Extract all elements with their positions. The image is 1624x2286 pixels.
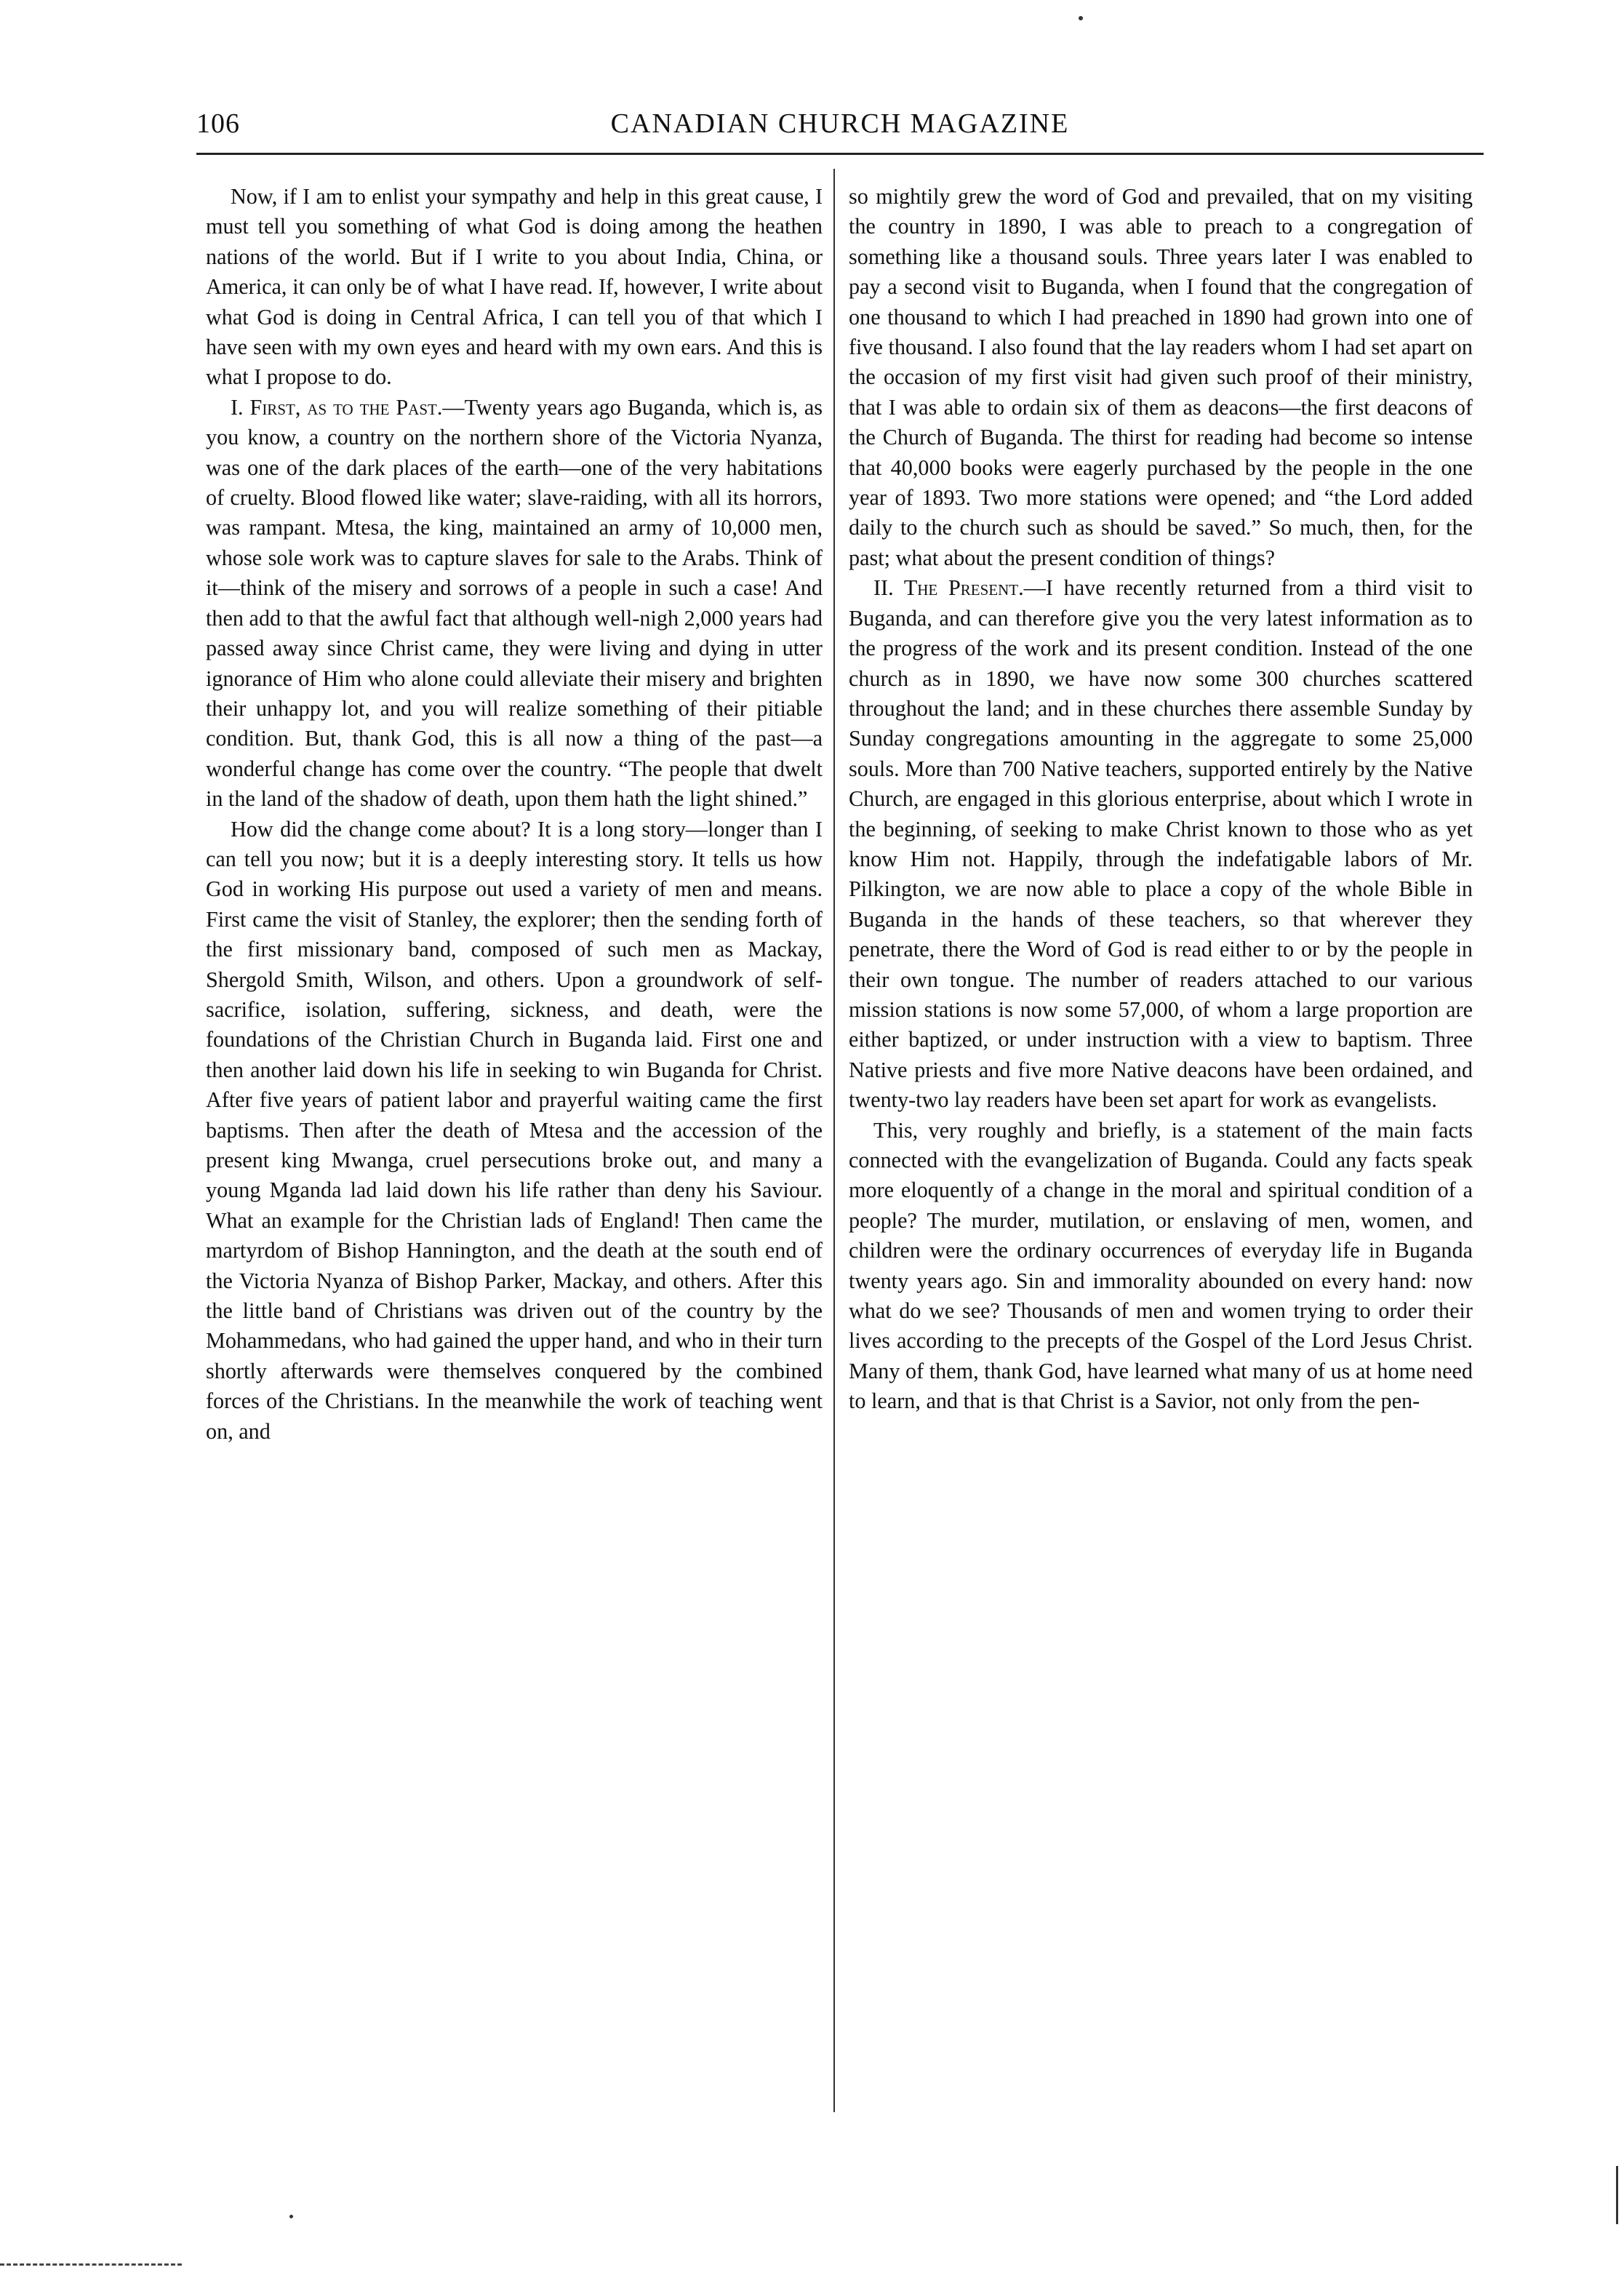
paragraph-present (849, 573, 1473, 1115)
scan-speck (1079, 16, 1083, 20)
paragraph-introduction: Now, if I am to enlist your sympathy and help in this great cause, I must tell you something of what God is doing among the heathen nations of the world. But if I write to you about India, China, or America, it can only be of what I have read. If, however, I write about what God is doing in Central Africa, I can tell you of that which I have seen with my own eyes and heard with my own ears. And this is what I propose to do. (206, 184, 823, 390)
section-heading-present: II. The Present. (873, 575, 1024, 601)
scan-speck (289, 2215, 293, 2218)
header-rule (196, 153, 1484, 155)
running-title: CANADIAN CHURCH MAGAZINE (610, 108, 1070, 139)
paragraph-past (206, 393, 823, 815)
left-column (206, 182, 823, 1447)
paragraph-continued: so mightily grew the word of God and prevailed, that on my visiting the country in 1890, I was able to preach to a congregation of something like a thousand souls. Three years later I was enabled to pay a second visit to Buganda, when I found that the congregation of one thousand to which I had preached in 1890 had grown into one of five thousand. I also found that the lay readers whom I had set apart on the occasion of my first visit had given such proof of their ministry, that I was able to ordain six of them as deacons—the first deacons of the Church of Buganda. The thirst for reading had become so intense that 40,000 books were eagerly purchased by the people in the one year of 1893. Two more stations were opened; and “the Lord added daily to the church such as should be saved.” So much, then, for the past; what about the present condition of things? (849, 184, 1473, 570)
page-header (196, 108, 1484, 151)
section-heading-past: I. First, as to the Past. (231, 394, 443, 420)
right-column (849, 182, 1473, 1417)
scan-edge-mark (0, 2263, 182, 2266)
paragraph-present-body: —I have recently returned from a third visit to Buganda, and can therefore give you the very latest information as to the progress of the work and its present condition. Instead of the one church as in 1890, we have now some 300 churches scattered throughout the land; and in these churches there assemble Sunday by Sunday congregations amounting in the aggregate to some 25,000 souls. More than 700 Native teachers, supported entirely by the Native Church, are engaged in this glorious enterprise, about which I wrote in the beginning, of seeking to make Christ known to those who as yet know Him not. Happily, through the indefatigable labors of Mr. Pilkington, we are now able to place a copy of the whole Bible in Buganda in the hands of these teachers, so that wherever they penetrate, there the Word of God is read either to or by the people in their own tongue. The number of readers attached to our various mission stations is now some 57,000, of whom a large proportion are either baptized, or under instruction with a view to baptism. Three Native priests and five more Native deacons have been ordained, and twenty-two lay readers have been set apart for work as evangelists. (849, 575, 1473, 1113)
paragraph-summary: This, very roughly and briefly, is a statement of the main facts connected with the evangelization of Buganda. Could any facts speak more eloquently of a change in the moral and spiritual condition of a people? The murder, mutilation, or enslaving of men, women, and children were the ordinary occurrences of everyday life in Buganda twenty years ago. Sin and immorality abounded on every hand: now what do we see? Thousands of men and women trying to order their lives according to the precepts of the Gospel of the Lord Jesus Christ. Many of them, thank God, have learned what many of us at home need to learn, and that is that Christ is a Savior, not only from the pen- (849, 1117, 1473, 1414)
page-number: 106 (196, 108, 240, 139)
scan-edge-mark (1616, 2166, 1618, 2224)
paragraph-change: How did the change come about? It is a long story—longer than I can tell you now; but it is a deeply interesting story. It tells us how God in working His purpose out used a variety of men and means. First came the visit of Stanley, the explorer; then the sending forth of the first missionary band, composed of such men as Mackay, Shergold Smith, Wilson, and others. Upon a groundwork of self-sacrifice, isolation, suffering, sickness, and death, were the foundations of the Christian Church in Buganda laid. First one and then another laid down his life in seeking to win Buganda for Christ. After five years of patient labor and prayerful waiting came the first baptisms. Then after the death of Mtesa and the accession of the present king Mwanga, cruel persecutions broke out, and many a young Mganda lad laid down his life rather than deny his Saviour. What an example for the Christian lads of England! Then came the martyrdom of Bishop Hannington, and the death at the south end of the Victoria Nyanza of Bishop Parker, Mackay, and others. After this the little band of Christians was driven out of the country by the Mohammedans, who had gained the upper hand, and who in their turn shortly afterwards were themselves conquered by the combined forces of the Christians. In the meanwhile the work of teaching went on, and (206, 816, 823, 1444)
column-divider (833, 169, 835, 2112)
paragraph-past-body: —Twenty years ago Buganda, which is, as you know, a country on the northern shore of the Victoria Nyanza, was one of the dark places of the earth—one of the very habitations of cruelty. Blood flowed like water; slave-raiding, with all its horrors, was rampant. Mtesa, the king, maintained an army of 10,000 men, whose sole work was to capture slaves for sale to the Arabs. Think of it—think of the misery and sorrows of a people in such a case! And then add to that the awful fact that although well-nigh 2,000 years had passed away since Christ came, they were living and dying in utter ignorance of Him who alone could alleviate their misery and brighten their unhappy lot, and you will realize something of their pitiable condition. But, thank God, this is all now a thing of the past—a wonderful change has come over the country. “The people that dwelt in the land of the shadow of death, upon them hath the light shined.” (206, 394, 823, 812)
